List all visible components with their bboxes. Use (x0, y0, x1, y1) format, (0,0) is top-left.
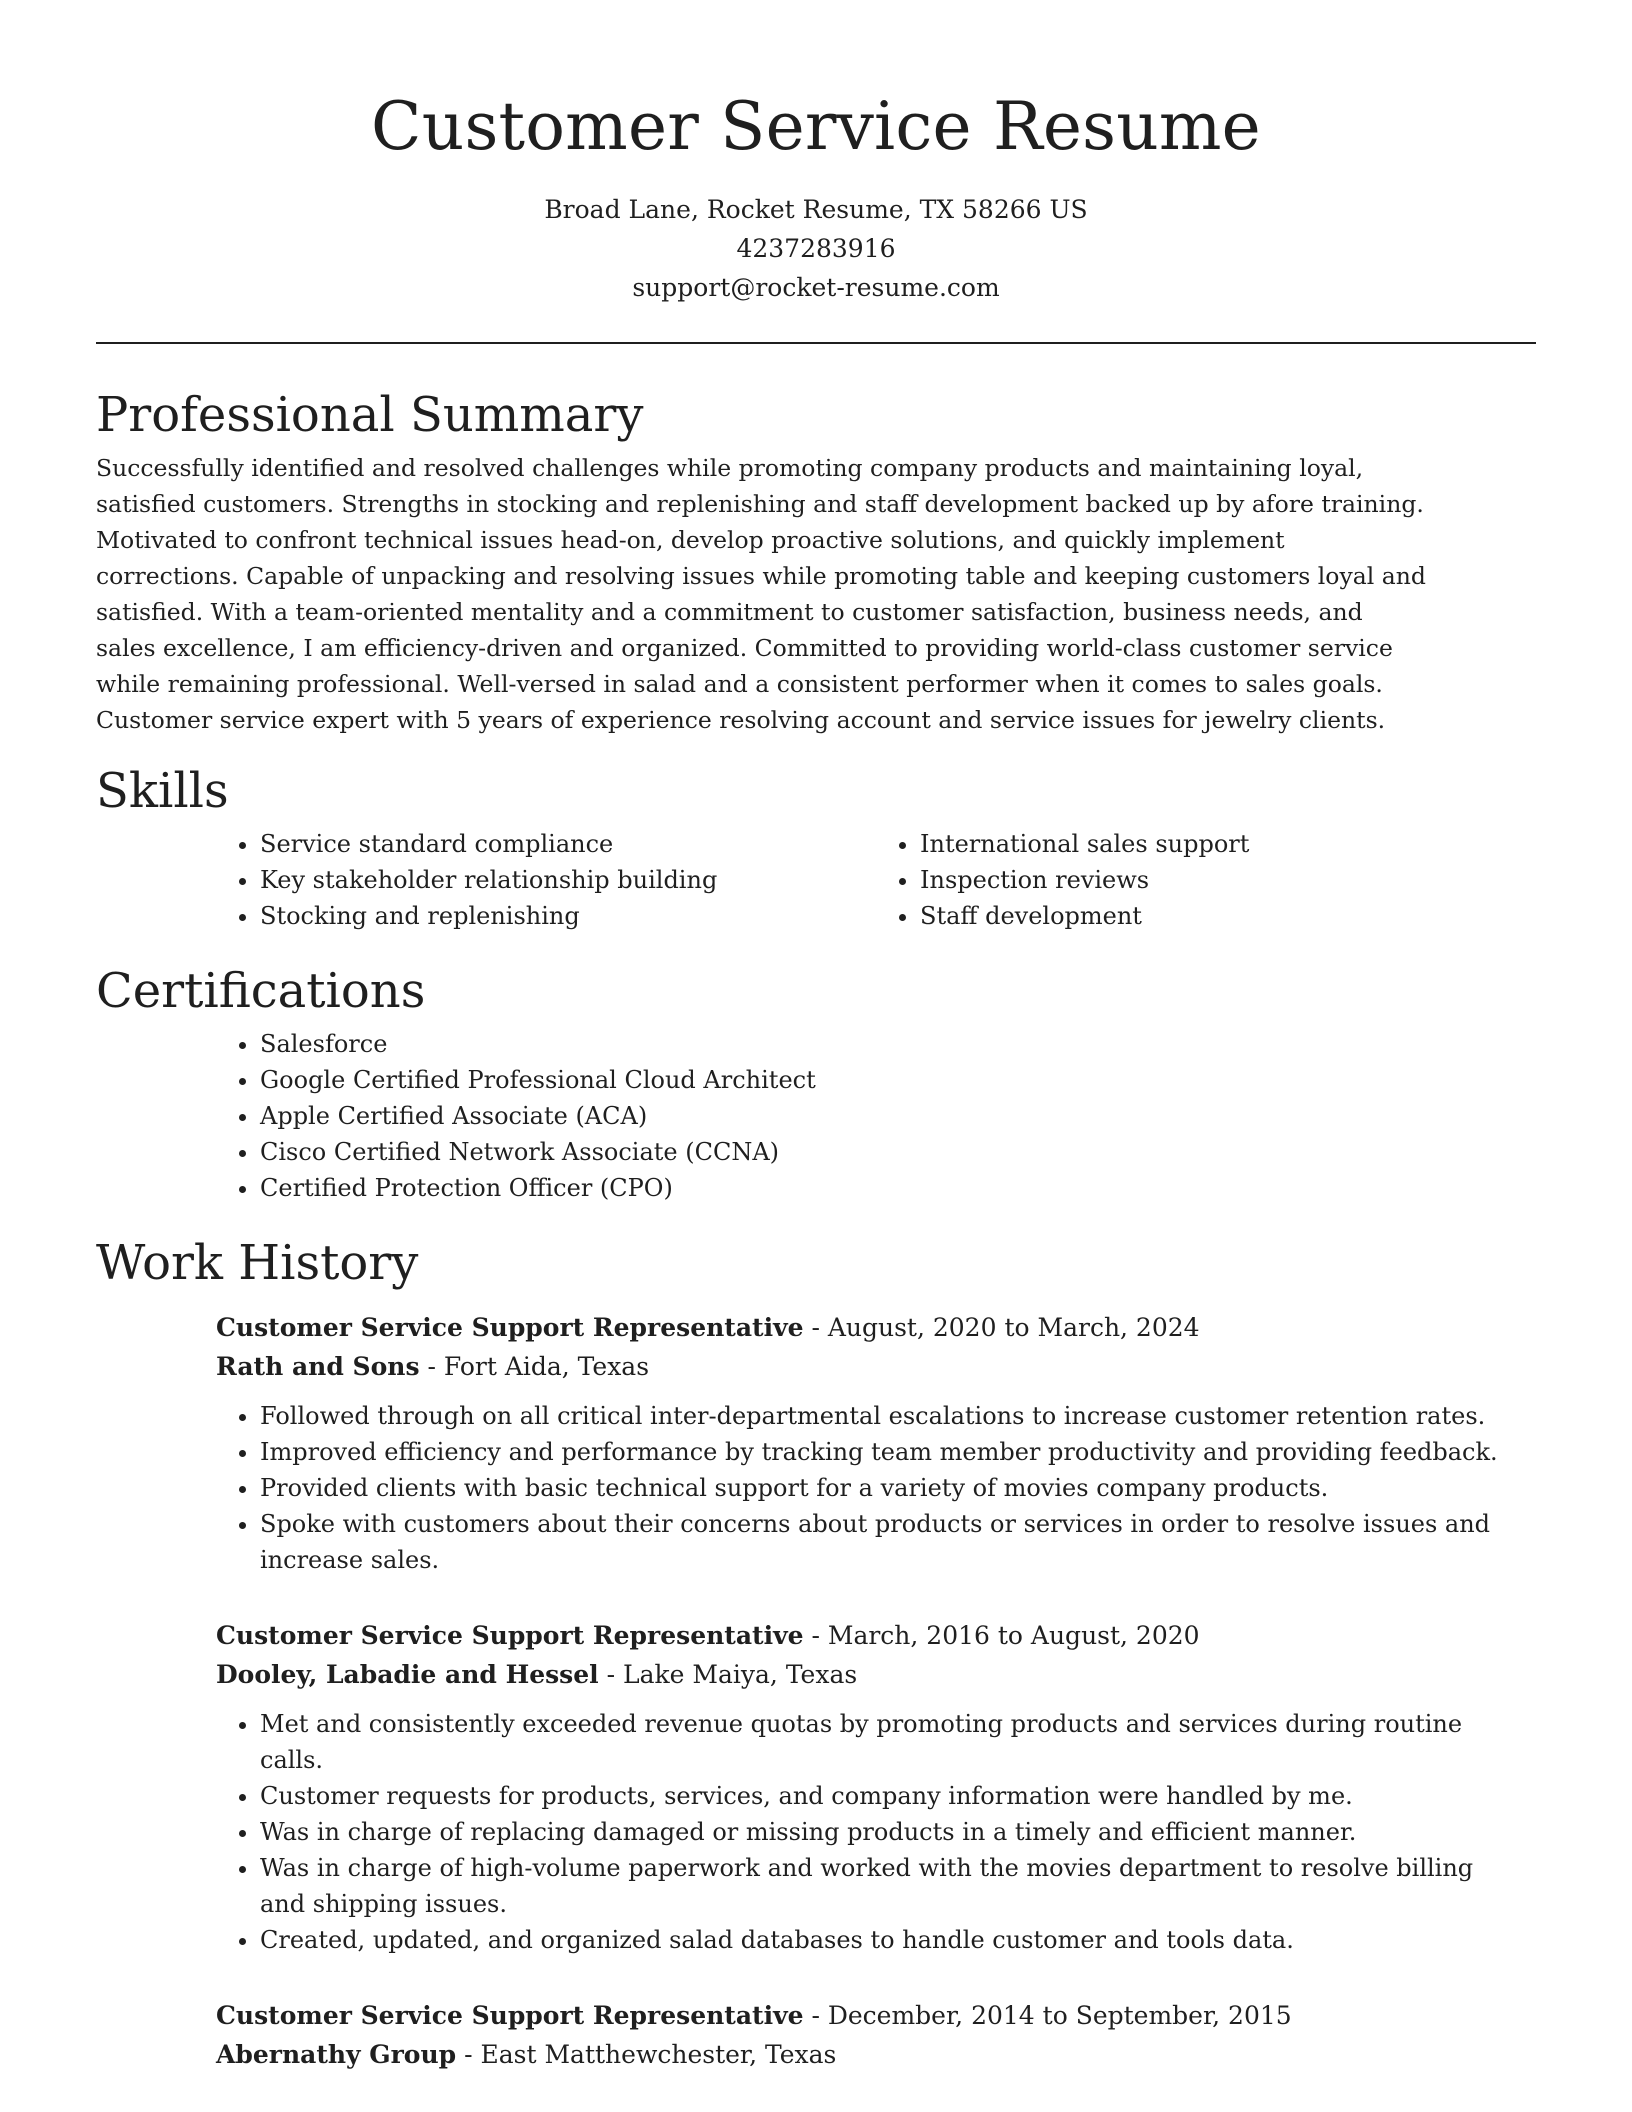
skill-item: • Inspection reviews (920, 862, 1536, 898)
job-bullets (216, 1706, 1536, 1958)
skill-item: • Staff development (920, 898, 1536, 934)
job-bullets (216, 1398, 1536, 1578)
job-bullet: • Created, updated, and organized salad databases to handle customer and tools data. (260, 1922, 1510, 1958)
certification-item: • Salesforce (260, 1026, 1536, 1062)
certification-item: • Apple Certified Associate (ACA) (260, 1098, 1536, 1134)
job-company: Dooley, Labadie and Hessel (216, 1660, 599, 1689)
job-entry (216, 1996, 1536, 2074)
resume-body (96, 380, 1536, 2074)
job-bullet: • Was in charge of high-volume paperwork and worked with the movies department to resolve billing and shipping issues. (260, 1850, 1510, 1922)
skills-section (96, 756, 1536, 934)
skill-item: • Service standard compliance (260, 826, 876, 862)
job-dates: - December, 2014 to September, 2015 (803, 2001, 1292, 2030)
certifications-list (216, 1026, 1536, 1206)
skills-list-left (216, 826, 876, 934)
summary-section (96, 380, 1536, 738)
skill-item: • International sales support (920, 826, 1536, 862)
job-company: Rath and Sons (216, 1352, 420, 1381)
skill-item: • Key stakeholder relationship building (260, 862, 876, 898)
contact-phone: 4237283916 (736, 234, 896, 263)
skills-columns (216, 826, 1536, 934)
job-bullet: • Improved efficiency and performance by tracking team member productivity and providing feedback. (260, 1434, 1510, 1470)
job-bullet: • Was in charge of replacing damaged or missing products in a timely and efficient manner. (260, 1814, 1510, 1850)
job-bullet: • Met and consistently exceeded revenue quotas by promoting products and services during routine calls. (260, 1706, 1510, 1778)
job-title-line (216, 1996, 1536, 2035)
skills-list-right (876, 826, 1536, 934)
job-location: - Fort Aida, Texas (419, 1352, 650, 1381)
job-title-line (216, 1616, 1536, 1655)
skill-item: • Stocking and replenishing (260, 898, 876, 934)
job-entry (216, 1616, 1536, 1958)
certifications-section (96, 956, 1536, 1206)
certification-item: • Cisco Certified Network Associate (CCNA) (260, 1134, 1536, 1170)
job-bullet: • Followed through on all critical inter-departmental escalations to increase customer retention rates. (260, 1398, 1510, 1434)
job-bullet: • Customer requests for products, services, and company information were handled by me. (260, 1778, 1510, 1814)
contact-block (0, 190, 1632, 307)
job-company-line (216, 2035, 1536, 2074)
work-history-heading: Work History (96, 1235, 419, 1291)
contact-email: support@rocket-resume.com (632, 273, 1000, 302)
job-dates: - March, 2016 to August, 2020 (803, 1621, 1200, 1650)
job-role: Customer Service Support Representative (216, 1313, 804, 1342)
job-role: Customer Service Support Representative (216, 2001, 804, 2030)
header-divider (96, 342, 1536, 344)
job-entry (216, 1308, 1536, 1578)
job-dates: - August, 2020 to March, 2024 (803, 1313, 1200, 1342)
certifications-heading: Certifications (96, 963, 426, 1019)
resume-title: Customer Service Resume (371, 88, 1261, 165)
job-location: - East Matthewchester, Texas (456, 2040, 837, 2069)
summary-text: Successfully identified and resolved challenges while promoting company products and maintaining loyal, satisfied customers. Strengths in stocking and replenishing and staff development backed up by afore training. Motivated to confront technical issues head-on, develop proactive solutions, and quickly implement corrections. Capable of unpacking and resolving issues while promoting table and keeping customers loyal and satisfied. With a team-oriented mentality and a commitment to customer satisfaction, business needs, and sales excellence, I am efficiency-driven and organized. Committed to providing world-class customer service while remaining professional. Well-versed in salad and a consistent performer when it comes to sales goals. Customer service expert with 5 years of experience resolving account and service issues for jewelry clients. (96, 454, 1426, 734)
certification-item: • Google Certified Professional Cloud Architect (260, 1062, 1536, 1098)
job-company: Abernathy Group (216, 2040, 457, 2069)
contact-address: Broad Lane, Rocket Resume, TX 58266 US (544, 195, 1088, 224)
work-history-section (96, 1228, 1536, 2074)
job-location: - Lake Maiya, Texas (598, 1660, 858, 1689)
skills-heading: Skills (96, 763, 229, 819)
job-role: Customer Service Support Representative (216, 1621, 804, 1650)
job-bullet: • Provided clients with basic technical support for a variety of movies company products. (260, 1470, 1510, 1506)
job-bullet: • Spoke with customers about their concerns about products or services in order to resolve issues and increase sales. (260, 1506, 1510, 1578)
job-company-line (216, 1347, 1536, 1386)
job-company-line (216, 1655, 1536, 1694)
summary-heading: Professional Summary (96, 387, 644, 443)
resume-header (0, 0, 1632, 307)
certification-item: • Certified Protection Officer (CPO) (260, 1170, 1536, 1206)
job-title-line (216, 1308, 1536, 1347)
